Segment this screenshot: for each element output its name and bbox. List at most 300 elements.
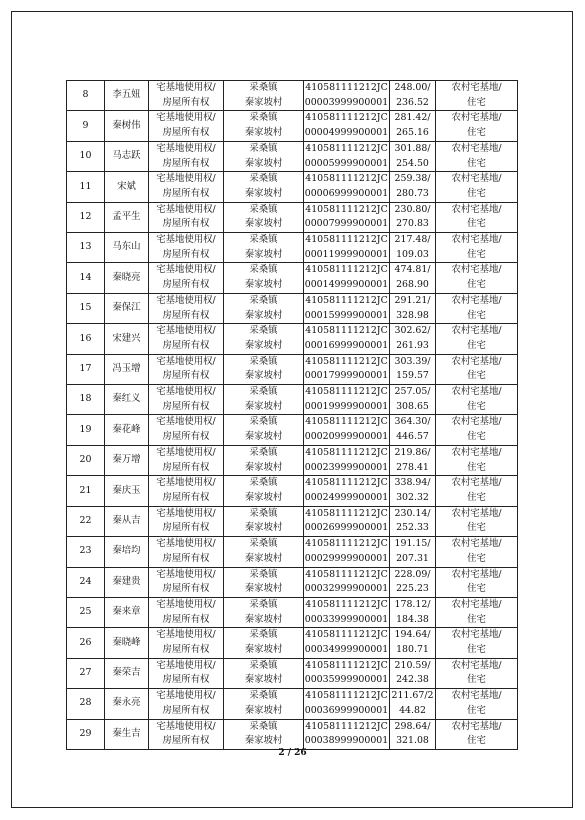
unit-code	[304, 324, 390, 354]
right-type	[149, 385, 224, 415]
table-row	[67, 628, 518, 658]
location	[224, 597, 304, 627]
location-line-2: 秦家坡村	[244, 674, 283, 686]
right-type-line-1: 宅基地使用权/	[156, 629, 216, 641]
usage-line-2: 住宅	[467, 187, 486, 199]
area-line-1: 301.88/	[394, 142, 431, 154]
unit-code	[304, 445, 390, 475]
area-line-1: 291.21/	[394, 294, 431, 306]
area	[390, 293, 436, 323]
area-line-1: 248.00/	[394, 82, 431, 93]
location-line-2: 秦家坡村	[244, 704, 283, 716]
usage-line-2: 住宅	[467, 339, 486, 351]
area	[390, 141, 436, 171]
right-type-line-1: 宅基地使用权/	[156, 720, 216, 732]
location	[224, 293, 304, 323]
unit-code-line-1: 410581111212JC	[305, 507, 388, 519]
usage-line-2: 住宅	[467, 735, 486, 747]
owner-name: 秦晓峰	[105, 628, 149, 658]
owner-name: 秦永亮	[105, 689, 149, 719]
area-line-2: 236.52	[396, 96, 429, 108]
unit-code	[304, 111, 390, 141]
table-row	[67, 415, 518, 445]
right-type-line-2: 房屋所有权	[162, 522, 210, 534]
usage-line-1: 农村宅基地/	[451, 264, 502, 276]
row-number: 19	[67, 415, 105, 445]
unit-code	[304, 476, 390, 506]
owner-name: 宋建兴	[105, 324, 149, 354]
usage-line-1: 农村宅基地/	[451, 112, 502, 124]
area	[390, 202, 436, 232]
usage-line-2: 住宅	[467, 96, 486, 108]
right-type-line-1: 宅基地使用权/	[156, 264, 216, 276]
right-type-line-2: 房屋所有权	[162, 552, 210, 564]
owner-name: 秦花峰	[105, 415, 149, 445]
unit-code	[304, 233, 390, 263]
location	[224, 689, 304, 719]
area	[390, 597, 436, 627]
usage	[436, 628, 518, 658]
right-type-line-2: 房屋所有权	[162, 461, 210, 473]
unit-code-line-2: 00003999900001	[304, 96, 389, 108]
owner-name: 冯玉增	[105, 354, 149, 384]
usage-line-1: 农村宅基地/	[451, 538, 502, 550]
usage	[436, 537, 518, 567]
unit-code-line-2: 00036999900001	[304, 704, 389, 716]
right-type	[149, 597, 224, 627]
unit-code	[304, 172, 390, 202]
right-type	[149, 111, 224, 141]
location-line-1: 采桑镇	[249, 264, 278, 276]
table-row	[67, 719, 518, 749]
unit-code	[304, 81, 390, 111]
area-line-2: 302.32	[396, 491, 429, 503]
unit-code-line-2: 00038999900001	[304, 735, 389, 747]
location	[224, 141, 304, 171]
location-line-2: 秦家坡村	[244, 279, 283, 291]
row-number: 27	[67, 658, 105, 688]
location-line-2: 秦家坡村	[244, 613, 283, 625]
location-line-2: 秦家坡村	[244, 248, 283, 260]
usage	[436, 506, 518, 536]
right-type	[149, 719, 224, 749]
area-line-2: 268.90	[396, 279, 429, 291]
unit-code	[304, 202, 390, 232]
unit-code	[304, 385, 390, 415]
unit-code-line-2: 00004999900001	[304, 127, 389, 139]
owner-name: 宋斌	[105, 172, 149, 202]
location	[224, 324, 304, 354]
area-line-2: 278.41	[396, 461, 429, 473]
row-number: 28	[67, 689, 105, 719]
area-line-2: 159.57	[396, 370, 429, 382]
usage-line-2: 住宅	[467, 279, 486, 291]
location-line-1: 采桑镇	[249, 294, 278, 306]
location	[224, 445, 304, 475]
location-line-1: 采桑镇	[249, 598, 278, 610]
table-row	[67, 476, 518, 506]
right-type	[149, 628, 224, 658]
registration-table	[66, 80, 518, 750]
unit-code	[304, 658, 390, 688]
location-line-1: 采桑镇	[249, 203, 278, 215]
location-line-1: 采桑镇	[249, 659, 278, 671]
location-line-1: 采桑镇	[249, 538, 278, 550]
right-type	[149, 658, 224, 688]
usage	[436, 324, 518, 354]
location	[224, 476, 304, 506]
area	[390, 537, 436, 567]
unit-code-line-2: 00032999900001	[304, 583, 389, 595]
right-type	[149, 233, 224, 263]
location-line-2: 秦家坡村	[244, 218, 283, 230]
location-line-2: 秦家坡村	[244, 127, 283, 139]
unit-code-line-2: 00017999900001	[304, 370, 389, 382]
usage-line-1: 农村宅基地/	[451, 477, 502, 489]
location	[224, 354, 304, 384]
location-line-2: 秦家坡村	[244, 431, 283, 443]
usage-line-1: 农村宅基地/	[451, 234, 502, 246]
area	[390, 354, 436, 384]
usage-line-2: 住宅	[467, 157, 486, 169]
right-type-line-2: 房屋所有权	[162, 370, 210, 382]
usage	[436, 354, 518, 384]
usage-line-1: 农村宅基地/	[451, 142, 502, 154]
location	[224, 263, 304, 293]
unit-code-line-1: 410581111212JC	[305, 386, 388, 398]
unit-code-line-2: 00015999900001	[304, 309, 389, 321]
right-type	[149, 445, 224, 475]
table-row	[67, 293, 518, 323]
area-line-1: 194.64/	[394, 629, 431, 641]
unit-code-line-2: 00034999900001	[304, 644, 389, 656]
location	[224, 506, 304, 536]
row-number: 9	[67, 111, 105, 141]
location-line-1: 采桑镇	[249, 234, 278, 246]
usage-line-1: 农村宅基地/	[451, 659, 502, 671]
table-row	[67, 81, 518, 111]
unit-code-line-2: 00020999900001	[304, 431, 389, 443]
area-line-2: 446.57	[396, 431, 429, 443]
location	[224, 233, 304, 263]
unit-code	[304, 567, 390, 597]
right-type	[149, 324, 224, 354]
location-line-1: 采桑镇	[249, 112, 278, 124]
table-row	[67, 324, 518, 354]
location-line-2: 秦家坡村	[244, 370, 283, 382]
right-type	[149, 202, 224, 232]
area-line-1: 303.39/	[394, 355, 431, 367]
usage-line-1: 农村宅基地/	[451, 629, 502, 641]
right-type-line-1: 宅基地使用权/	[156, 112, 216, 124]
right-type-line-2: 房屋所有权	[162, 187, 210, 199]
table-row	[67, 689, 518, 719]
area-line-1: 191.15/	[394, 538, 431, 550]
usage-line-1: 农村宅基地/	[451, 173, 502, 185]
location-line-2: 秦家坡村	[244, 522, 283, 534]
area-line-1: 219.86/	[394, 446, 431, 458]
right-type	[149, 689, 224, 719]
right-type-line-2: 房屋所有权	[162, 400, 210, 412]
unit-code-line-1: 410581111212JC	[305, 82, 388, 93]
area-line-1: 230.80/	[394, 203, 431, 215]
area-line-2: 225.23	[396, 583, 429, 595]
area-line-2: 109.03	[396, 248, 429, 260]
right-type-line-2: 房屋所有权	[162, 279, 210, 291]
table-row	[67, 354, 518, 384]
right-type-line-2: 房屋所有权	[162, 431, 210, 443]
area-line-2: 261.93	[396, 339, 429, 351]
right-type	[149, 141, 224, 171]
table-row	[67, 445, 518, 475]
unit-code-line-1: 410581111212JC	[305, 598, 388, 610]
right-type-line-2: 房屋所有权	[162, 644, 210, 656]
right-type-line-2: 房屋所有权	[162, 583, 210, 595]
area-line-1: 230.14/	[394, 507, 431, 519]
row-number: 29	[67, 719, 105, 749]
area-line-1: 298.64/	[394, 720, 431, 732]
location	[224, 719, 304, 749]
usage-line-2: 住宅	[467, 461, 486, 473]
right-type-line-1: 宅基地使用权/	[156, 142, 216, 154]
usage-line-1: 农村宅基地/	[451, 386, 502, 398]
right-type	[149, 567, 224, 597]
unit-code-line-1: 410581111212JC	[305, 477, 388, 489]
area	[390, 385, 436, 415]
location-line-1: 采桑镇	[249, 142, 278, 154]
area-line-1: 364.30/	[394, 416, 431, 428]
location-line-1: 采桑镇	[249, 173, 278, 185]
unit-code-line-2: 00011999900001	[304, 248, 389, 260]
usage	[436, 415, 518, 445]
row-number: 11	[67, 172, 105, 202]
unit-code-line-2: 00024999900001	[304, 491, 389, 503]
usage-line-2: 住宅	[467, 552, 486, 564]
area-line-1: 210.59/	[394, 659, 431, 671]
page-number: 2 / 26	[278, 748, 307, 758]
location-line-1: 采桑镇	[249, 355, 278, 367]
owner-name: 秦来章	[105, 597, 149, 627]
usage-line-1: 农村宅基地/	[451, 568, 502, 580]
location-line-2: 秦家坡村	[244, 735, 283, 747]
unit-code-line-2: 00033999900001	[304, 613, 389, 625]
location-line-2: 秦家坡村	[244, 96, 283, 108]
usage	[436, 233, 518, 263]
owner-name: 孟平生	[105, 202, 149, 232]
unit-code-line-1: 410581111212JC	[305, 629, 388, 641]
location-line-1: 采桑镇	[249, 720, 278, 732]
usage-line-2: 住宅	[467, 309, 486, 321]
usage	[436, 597, 518, 627]
area	[390, 233, 436, 263]
unit-code	[304, 415, 390, 445]
usage-line-2: 住宅	[467, 370, 486, 382]
right-type-line-1: 宅基地使用权/	[156, 355, 216, 367]
location-line-1: 采桑镇	[249, 507, 278, 519]
area	[390, 263, 436, 293]
right-type-line-1: 宅基地使用权/	[156, 416, 216, 428]
unit-code-line-1: 410581111212JC	[305, 446, 388, 458]
location	[224, 628, 304, 658]
location	[224, 537, 304, 567]
unit-code-line-1: 410581111212JC	[305, 355, 388, 367]
owner-name: 秦保江	[105, 293, 149, 323]
row-number: 15	[67, 293, 105, 323]
unit-code-line-1: 410581111212JC	[305, 538, 388, 550]
area-line-2: 254.50	[396, 157, 429, 169]
unit-code-line-1: 410581111212JC	[305, 234, 388, 246]
location-line-2: 秦家坡村	[244, 309, 283, 321]
area	[390, 628, 436, 658]
usage	[436, 141, 518, 171]
location-line-2: 秦家坡村	[244, 339, 283, 351]
unit-code-line-2: 00026999900001	[304, 522, 389, 534]
location	[224, 658, 304, 688]
unit-code-line-2: 00014999900001	[304, 279, 389, 291]
location-line-1: 采桑镇	[249, 82, 278, 93]
area-line-1: 228.09/	[394, 568, 431, 580]
right-type-line-1: 宅基地使用权/	[156, 659, 216, 671]
unit-code-line-1: 410581111212JC	[305, 690, 388, 702]
owner-name: 秦晓亮	[105, 263, 149, 293]
owner-name: 秦培均	[105, 537, 149, 567]
owner-name: 秦树伟	[105, 111, 149, 141]
table-row	[67, 506, 518, 536]
usage-line-2: 住宅	[467, 583, 486, 595]
location-line-1: 采桑镇	[249, 446, 278, 458]
unit-code	[304, 628, 390, 658]
area-line-2: 44.82	[399, 704, 426, 716]
unit-code	[304, 141, 390, 171]
area	[390, 172, 436, 202]
row-number: 14	[67, 263, 105, 293]
right-type-line-1: 宅基地使用权/	[156, 690, 216, 702]
row-number: 17	[67, 354, 105, 384]
usage-line-1: 农村宅基地/	[451, 720, 502, 732]
usage	[436, 263, 518, 293]
usage-line-1: 农村宅基地/	[451, 203, 502, 215]
unit-code-line-2: 00029999900001	[304, 552, 389, 564]
right-type-line-1: 宅基地使用权/	[156, 446, 216, 458]
table-row	[67, 111, 518, 141]
unit-code-line-1: 410581111212JC	[305, 720, 388, 732]
owner-name: 秦建贵	[105, 567, 149, 597]
owner-name: 马东山	[105, 233, 149, 263]
unit-code	[304, 506, 390, 536]
usage-line-2: 住宅	[467, 644, 486, 656]
owner-name: 秦庆玉	[105, 476, 149, 506]
location-line-1: 采桑镇	[249, 477, 278, 489]
right-type	[149, 81, 224, 111]
right-type	[149, 354, 224, 384]
owner-name: 秦荣吉	[105, 658, 149, 688]
row-number: 16	[67, 324, 105, 354]
unit-code	[304, 263, 390, 293]
area	[390, 567, 436, 597]
unit-code-line-1: 410581111212JC	[305, 416, 388, 428]
right-type-line-2: 房屋所有权	[162, 157, 210, 169]
usage-line-2: 住宅	[467, 613, 486, 625]
unit-code-line-1: 410581111212JC	[305, 203, 388, 215]
row-number: 24	[67, 567, 105, 597]
location-line-2: 秦家坡村	[244, 644, 283, 656]
unit-code-line-1: 410581111212JC	[305, 568, 388, 580]
table-row	[67, 141, 518, 171]
usage-line-2: 住宅	[467, 218, 486, 230]
area	[390, 719, 436, 749]
owner-name: 秦万增	[105, 445, 149, 475]
right-type-line-2: 房屋所有权	[162, 735, 210, 747]
right-type	[149, 415, 224, 445]
usage	[436, 81, 518, 111]
location-line-2: 秦家坡村	[244, 552, 283, 564]
location-line-1: 采桑镇	[249, 568, 278, 580]
row-number: 18	[67, 385, 105, 415]
location-line-1: 采桑镇	[249, 629, 278, 641]
usage	[436, 658, 518, 688]
area-line-2: 265.16	[396, 127, 429, 139]
table-row	[67, 597, 518, 627]
right-type-line-1: 宅基地使用权/	[156, 477, 216, 489]
usage-line-2: 住宅	[467, 704, 486, 716]
right-type-line-2: 房屋所有权	[162, 218, 210, 230]
unit-code-line-2: 00005999900001	[304, 157, 389, 169]
unit-code-line-1: 410581111212JC	[305, 173, 388, 185]
right-type-line-1: 宅基地使用权/	[156, 598, 216, 610]
usage	[436, 293, 518, 323]
right-type-line-2: 房屋所有权	[162, 248, 210, 260]
unit-code-line-2: 00016999900001	[304, 339, 389, 351]
area-line-2: 308.65	[396, 400, 429, 412]
unit-code-line-2: 00007999900001	[304, 218, 389, 230]
area-line-2: 207.31	[396, 552, 429, 564]
location-line-2: 秦家坡村	[244, 400, 283, 412]
location	[224, 567, 304, 597]
right-type	[149, 293, 224, 323]
location	[224, 111, 304, 141]
right-type-line-2: 房屋所有权	[162, 96, 210, 108]
area	[390, 324, 436, 354]
unit-code-line-1: 410581111212JC	[305, 294, 388, 306]
table-row	[67, 202, 518, 232]
unit-code	[304, 293, 390, 323]
area	[390, 506, 436, 536]
area-line-2: 180.71	[396, 644, 429, 656]
area	[390, 81, 436, 111]
usage-line-1: 农村宅基地/	[451, 325, 502, 337]
usage-line-1: 农村宅基地/	[451, 82, 502, 93]
owner-name: 秦红义	[105, 385, 149, 415]
unit-code-line-1: 410581111212JC	[305, 264, 388, 276]
location-line-1: 采桑镇	[249, 325, 278, 337]
unit-code	[304, 689, 390, 719]
location	[224, 385, 304, 415]
row-number: 26	[67, 628, 105, 658]
right-type-line-1: 宅基地使用权/	[156, 386, 216, 398]
area-line-2: 184.38	[396, 613, 429, 625]
right-type-line-1: 宅基地使用权/	[156, 568, 216, 580]
right-type-line-2: 房屋所有权	[162, 704, 210, 716]
area-line-1: 217.48/	[394, 234, 431, 246]
usage	[436, 202, 518, 232]
right-type-line-2: 房屋所有权	[162, 613, 210, 625]
unit-code-line-2: 00006999900001	[304, 187, 389, 199]
unit-code-line-1: 410581111212JC	[305, 659, 388, 671]
usage-line-1: 农村宅基地/	[451, 294, 502, 306]
usage-line-2: 住宅	[467, 674, 486, 686]
area-line-1: 474.81/	[394, 264, 431, 276]
right-type-line-1: 宅基地使用权/	[156, 294, 216, 306]
